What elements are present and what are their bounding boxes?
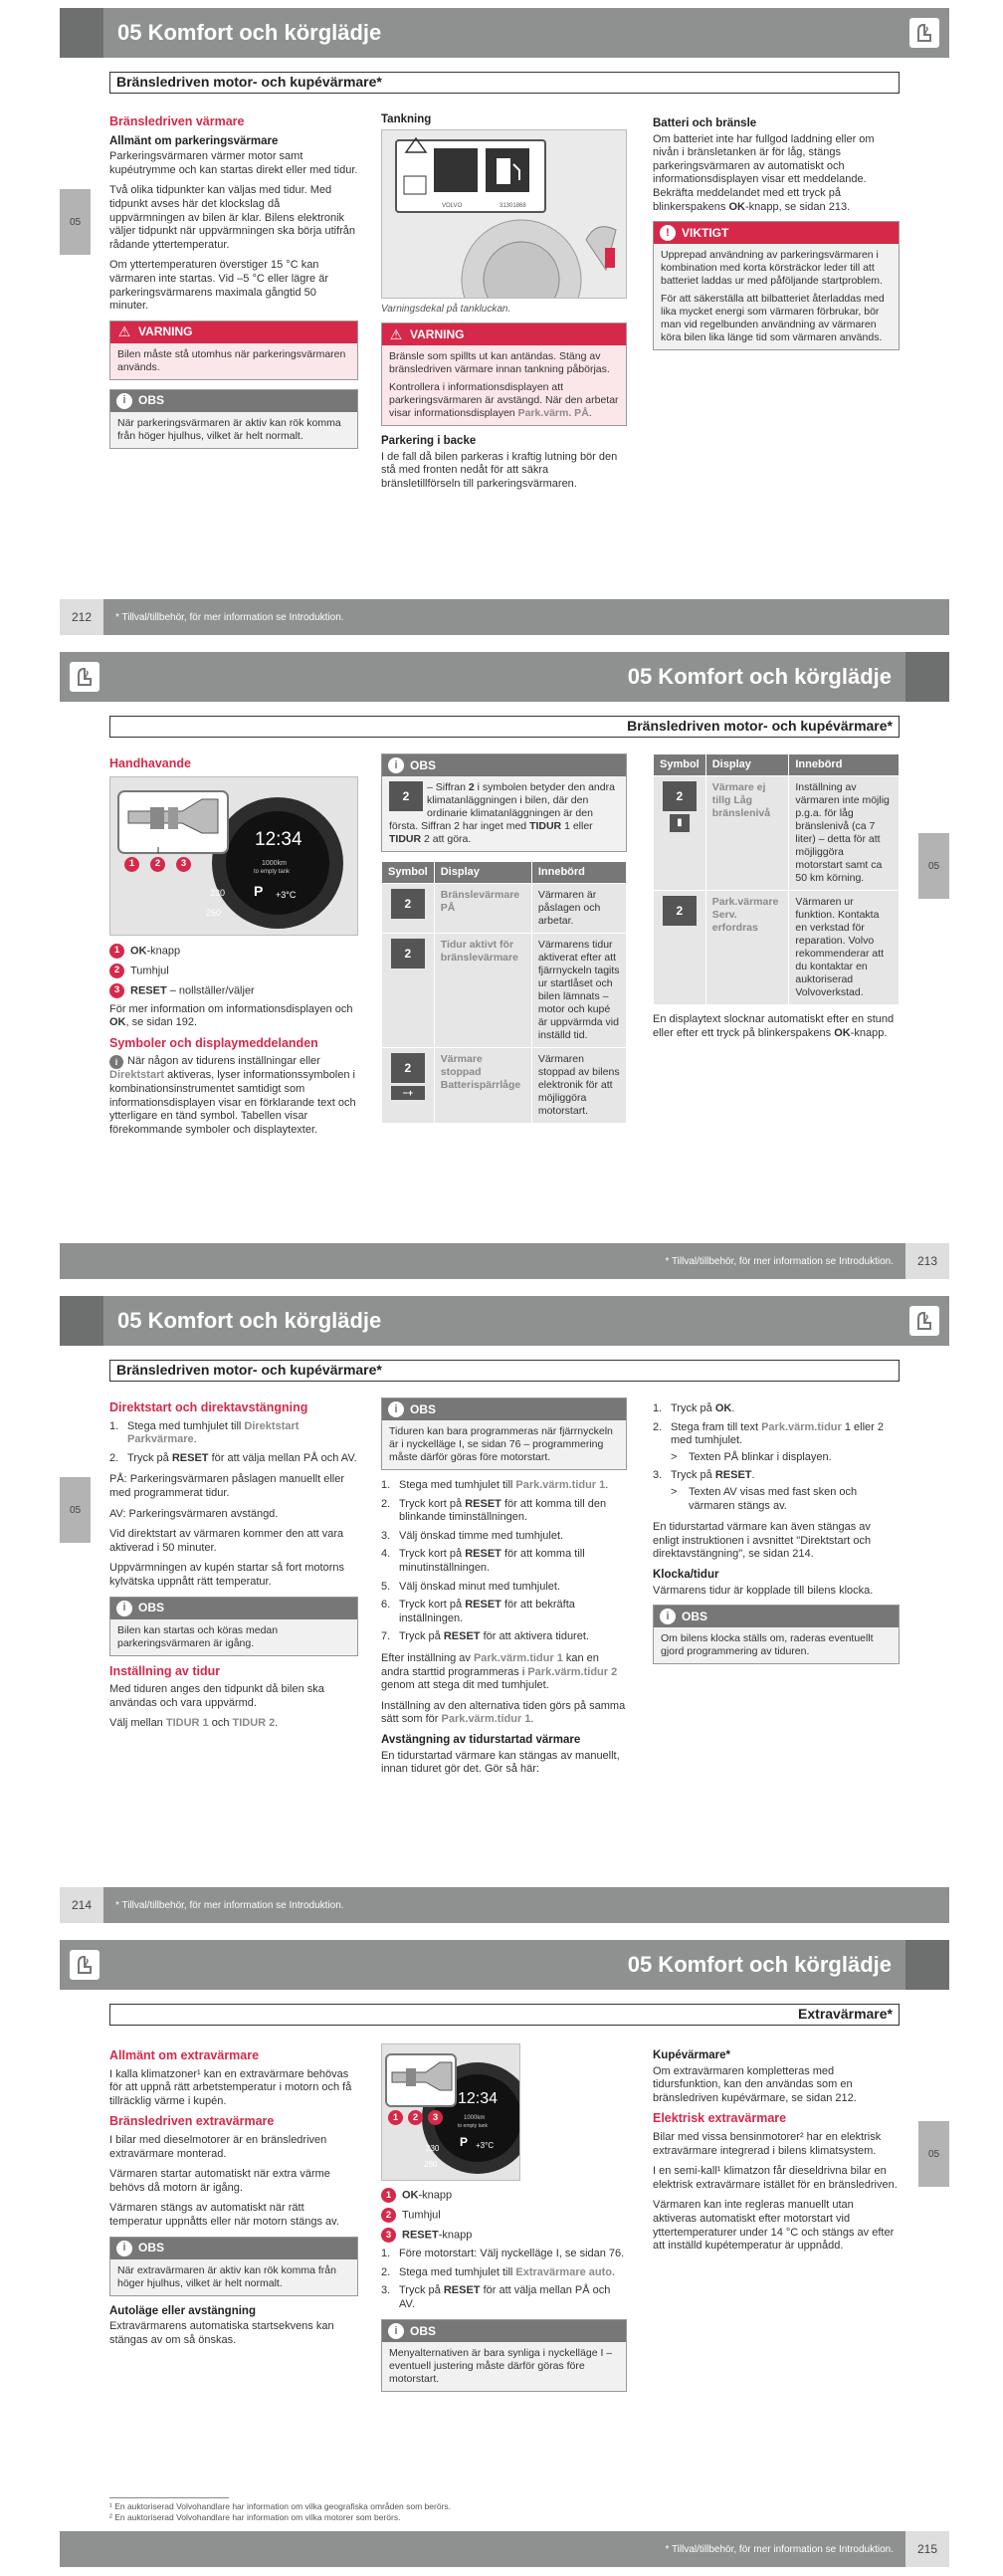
table-row: 2 ▮ Värmare ej tillg Låg bränslenivå Inställning av värmaren inte möjlig p.g.a. för låg bränslenivå (ca 7 liter) – detta för att möjliggöra motorstart samt ca 50 km körning. <box>654 776 900 891</box>
subheading: Avstängning av tidurstartad värmare <box>381 1733 581 1746</box>
manual-page-213 <box>0 644 1003 1288</box>
legend-item: 2 Tumhjul <box>109 964 358 978</box>
list-item: 1. Före motorstart: Välj nyckelläge I, se sidan 76. <box>381 2248 625 2259</box>
warning-triangle-icon: ⚠ <box>389 325 403 342</box>
display-speed: 260 <box>424 2160 438 2169</box>
symbol-table: Symbol Display Innebörd 2 ▮ Värmare ej tillg Låg bränslenivå Inställning av värmaren inte möjlig p.g.a. för låg bränslenivå (ca 7 liter) – detta för att möjliggöra motorstart samt ca 50 km körning. 2 Park.värmare Serv. erfordras Värmaren ur funktion. Kontakta en verkstad för reparation. Volvo rekommenderar att du kontaktar en auktoriserad Volvoverkstad. <box>653 753 900 1005</box>
paragraph: Om yttertemperaturen överstiger 15 °C kan värmaren inte startas. Vid –5 °C eller lägre är parkeringsvärmarens maximala gångtid 50 minuter. <box>109 259 329 313</box>
manual-page-212 <box>0 0 1003 644</box>
step-list <box>381 1479 627 1644</box>
paragraph: Parkeringsvärmaren värmer motor samt kupéutrymme och kan startas direkt eller med tidur. <box>109 150 358 176</box>
page-number: 215 <box>905 2531 949 2567</box>
list-item: 7. Tryck på RESET för att aktivera tiduret. <box>381 1630 589 1643</box>
page-number: 213 <box>905 1243 949 1279</box>
subheading: Allmänt om parkeringsvärmare <box>109 134 279 147</box>
footer-note: * Tillval/tillbehör, för mer information se Introduktion. <box>665 2543 894 2555</box>
display-speed: 260 <box>206 907 222 918</box>
marker-2: 2 <box>150 857 165 872</box>
legend-item: 3 RESET – nollställer/väljer <box>109 983 358 998</box>
column-1: Direktstart och direktavstängning 1. Stega med tumhjulet till Direktstart Parkvärmare. 2. Tryck på RESET för att välja mellan PÅ och AV. PÅ: Parkeringsvärmaren påslagen manuellt eller med programmerat tidur. AV: Parkeringsvärmaren avstängd. Vid direktstart av värmaren kommer den att vara aktiverad i 50 minuter. Uppvärmningen av kupén startar så fort motorns kylvätska uppnått rätt temperatur. i OBS Bilen kan startas och köras medan parkeringsvärmaren är igång. Inställning av tidur Med tiduren anges den tidpunkt då bilen ska användas och vara uppvärmd. Välj mellan TIDUR 1 och TIDUR 2. <box>109 1400 357 1730</box>
chapter-title: 05 Komfort och körglädje <box>627 664 892 689</box>
info-icon: i <box>660 1609 676 1624</box>
chapter-header <box>60 652 949 702</box>
list-item: 1. Tryck på OK. <box>653 1402 735 1414</box>
chapter-header <box>60 1296 949 1346</box>
marker-3: 3 <box>428 2110 443 2125</box>
table-row: 2 Tidur aktivt för bränslevärmare Värmarens tidur aktiverat efter att fjärrnyckeln tagits ur startlåset och bilen lämnats – motor och kupé är uppvärmda vid inställd tid. <box>382 934 627 1048</box>
decal-brand: VOLVO <box>442 202 463 209</box>
column-3: 1. Tryck på OK. 2. Stega fram till text Park.värm.tidur 1 eller 2 med tumhjulet. > Texten PÅ blinkar i displayen. 3. Tryck på RESET. > Texten AV visas med fast sken och värmaren stängs av. En tidurstartad värmare kan även stängas av enligt instruktionen i avsnittet "Direktstart och direktavstängning", se sidan 214. Klocka/tidur Värmarens tidur är kopplade till bilens klocka. i OBS Om bilens klocka ställs om, raderas eventuellt gjord programmering av tiduren. <box>653 1399 900 1673</box>
fuel-pump-icon: ▮ <box>670 814 690 832</box>
heading: Symboler och displaymeddelanden <box>109 1035 318 1050</box>
heading: Direktstart och direktavstängning <box>109 1400 308 1414</box>
heading: Allmänt om extravärmare <box>109 2048 260 2062</box>
exclamation-icon: ! <box>660 225 676 241</box>
subheading: Batteri och bränsle <box>653 117 757 129</box>
obs-box: i OBS När extravärmaren är aktiv kan rök komma från höger hjulhus, vilket är helt normalt. <box>109 2237 358 2296</box>
footer-note: * Tillval/tillbehör, för mer information se Introduktion. <box>115 1899 344 1911</box>
heading: Elektrisk extravärmare <box>653 2111 787 2126</box>
footnote-rule <box>109 2497 229 2498</box>
display-range: 1000km <box>464 2115 486 2121</box>
list-item: 1. Stega med tumhjulet till Park.värm.tidur 1. <box>381 1479 609 1491</box>
display-temp: +3°C <box>276 889 297 900</box>
list-item: 3. Välj önskad timme med tumhjulet. <box>381 1529 564 1542</box>
parking-heater-symbol-icon: 2 <box>663 781 697 811</box>
display-range-sub: to empty tank <box>458 2123 489 2129</box>
display-temp: +3°C <box>476 2141 495 2150</box>
chapter-tab[interactable]: 05 <box>918 2121 949 2187</box>
column-2 <box>381 2043 627 2401</box>
seat-heater-icon <box>907 16 941 50</box>
figure-caption: Varningsdekal på tankluckan. <box>381 303 511 315</box>
parking-heater-symbol-icon: 2 <box>389 781 423 811</box>
list-item: 2. Stega fram till text Park.värm.tidur 1 eller 2 med tumhjulet. <box>653 1420 884 1447</box>
list-item: 3. Tryck på RESET. <box>653 1469 755 1482</box>
obs-box: i OBS Bilen kan startas och köras medan parkeringsvärmaren är igång. <box>109 1597 358 1656</box>
table-row: 2 Bränslevärmare PÅ Värmaren är påslagen och arbetar. <box>382 884 627 934</box>
decal-code: 31301868 <box>500 202 526 209</box>
list-item: 2. Tryck på RESET för att välja mellan PÅ och AV. <box>109 1451 357 1464</box>
info-icon: i <box>116 393 132 409</box>
page-number: 214 <box>60 1887 103 1923</box>
display-range: 1000km <box>262 859 287 867</box>
info-icon: i <box>388 2323 404 2339</box>
seat-heater-icon <box>68 660 101 694</box>
chapter-tab[interactable]: 05 <box>60 1477 91 1543</box>
column-1: Handhavande 12:34 1000km to empty tank P +3°C 230 260 1 2 3 1 OK-knapp 2 Tumhjul 3 RESET – nollställer/väljer För mer information om informationsdisplayen och OK, se sidan 192. Symboler och displaymeddelanden i När någon av tidurens inställningar eller Direktstart aktiveras, lyser informationssymbolen i kombinationsinstrumentet samtidigt som informationsdisplayen visar en förklarande text och ytterligare en tänd symbol. Tabellen visar förekommande symboler och displaytexter. <box>109 753 358 1144</box>
manual-page-214 <box>0 1288 1003 1932</box>
parking-heater-symbol-icon: 2 <box>391 889 425 919</box>
display-clock: 12:34 <box>255 828 302 850</box>
column-2: i OBS Tiduren kan bara programmeras när fjärrnyckeln är i nyckelläge I, se sidan 76 – programmering måste därför göras före motorstart. 1. Stega med tumhjulet till Park.värm.tidur 1. 2. Tryck kort på RESET för att komma till den blinkande timinställningen. 3. Välj önskad timme med tumhjulet. 4. Tryck kort på RESET för att komma till minutinställningen. 5. Välj önskad minut med tumhjulet. 6. Tryck kort på RESET för att bekräfta inställningen. 7. Tryck på RESET för att aktivera tiduret. Efter inställning av Park.värm.tidur 1 kan en andra starttid programmeras i Park.värm.tidur 2 genom att stega dit med tumhjulet. Inställning av den alternativa tiden görs på samma sätt som för Park.värm.tidur 1. Avstängning av tidurstartad värmare En tidurstartad värmare kan stängas av manuellt, innan tiduret gör det. Gör så här: <box>381 1397 627 1784</box>
display-gear: P <box>254 882 264 899</box>
obs-box: i OBS Menyalternativen är bara synliga i nyckelläge I – eventuell justering måste därför göras före motorstart. <box>381 2319 627 2392</box>
footnote: ² En auktoriserad Volvohandlare har information om vilka motorer som berörs. <box>109 2512 401 2522</box>
step-list <box>109 1420 358 1466</box>
subheading: Klocka/tidur <box>653 1568 719 1581</box>
section-title: Bränsledriven motor- och kupévärmare* <box>109 72 900 94</box>
marker-3: 3 <box>176 857 191 872</box>
column-3: Symbol Display Innebörd 2 ▮ Värmare ej tillg Låg bränslenivå Inställning av värmaren inte möjlig p.g.a. för låg bränslenivå (ca 7 liter) – detta för att möjliggöra motorstart samt ca 50 km körning. 2 Park.värmare Serv. erfordras Värmaren ur funktion. Kontakta en verkstad för reparation. Volvo rekommenderar att du kontaktar en auktoriserad Volvoverkstad. En displaytext slocknar automatiskt efter en stund eller efter ett tryck på blinkerspakens OK-knapp. <box>653 753 900 1047</box>
subheading: Autoläge eller avstängning <box>109 2304 256 2317</box>
list-item: 2. Tryck kort på RESET för att komma till den blinkande timinställningen. <box>381 1497 607 1524</box>
chapter-tab[interactable]: 05 <box>60 189 91 255</box>
column-3: Kupévärmare* Om extravärmaren kompletteras med tidursfunktion, kan den användas som en bränsledriven kupévärmare, se sidan 212. Elektrisk extravärmare Bilar med vissa bensinmotorer² har en elektrisk extravärmare integrerad i bilens klimatsystem. I en semi-kall¹ klimatzon får dieseldrivna bilar en elektrisk extravärmare istället för en bränsledriven. Värmaren kan inte regleras manuellt utan aktiveras automatiskt efter motorstart vid yttertemperaturer under 14 °C och stängs av efter att inställd kupétemperatur är uppnådd. <box>653 2049 900 2260</box>
display-speed: 230 <box>426 2144 440 2153</box>
heading: Inställning av tidur <box>109 1663 221 1678</box>
subheading: Kupévärmare* <box>653 2049 730 2061</box>
chapter-header <box>60 8 949 58</box>
info-icon: i <box>388 1401 404 1417</box>
warning-box: ⚠ VARNING Bilen måste stå utomhus när parkeringsvärmaren används. <box>109 321 358 380</box>
paragraph: I de fall då bilen parkeras i kraftig lutning bör den stå med fronten nedåt för att säkra bränsletillförseln till parkeringsvärmaren. <box>381 450 618 490</box>
chapter-title: 05 Komfort och körglädje <box>627 1952 892 1977</box>
list-item: > Texten AV visas med fast sken och värmaren stängs av. <box>671 1485 858 1512</box>
chapter-header <box>60 1940 949 1990</box>
seat-heater-icon <box>907 1304 941 1338</box>
heading: Bränsledriven värmare <box>109 114 245 128</box>
list-item: 1. Stega med tumhjulet till Direktstart Parkvärmare. <box>109 1419 300 1446</box>
display-clock: 12:34 <box>458 2090 499 2107</box>
legend-item: 3 RESET-knapp <box>381 2228 627 2243</box>
list-item: 6. Tryck kort på RESET för att bekräfta inställningen. <box>381 1599 575 1624</box>
legend-item: 1 OK-knapp <box>381 2188 627 2203</box>
symbol-table: Symbol Display Innebörd 2 Bränslevärmare PÅ Värmaren är påslagen och arbetar. 2 Tidur aktivt för bränslevärmare Värmarens tidur aktiverat efter att fjärrnyckeln tagits ur startlåset och bilen lämnats – motor och kupé är uppvärmda vid inställd tid. 2 −+ Värmare stoppad Batterispärrlåge Värmaren stoppad av bilens elektronik för att möjliggöra motorstart. <box>381 861 627 1124</box>
section-title: Bränsledriven motor- och kupévärmare* <box>109 1360 900 1382</box>
legend-item: 1 OK-knapp <box>109 944 358 959</box>
page-footer <box>60 1243 949 1279</box>
chapter-tab[interactable]: 05 <box>918 833 949 899</box>
marker-1: 1 <box>388 2110 403 2125</box>
page-number: 212 <box>60 599 103 635</box>
steering-lever-display-illustration <box>109 776 358 936</box>
warning-box: ⚠ VARNING Bränsle som spillts ut kan antändas. Stäng av bränsledriven värmare innan tankning påbörjas. Kontrollera i informationsdisplayen att parkeringsvärmaren är avstängd. När den arbetar visar informationsdisplayen Park.värm. PÅ. <box>381 322 627 426</box>
marker-1: 1 <box>124 857 139 872</box>
list-item: 5. Välj önskad minut med tumhjulet. <box>381 1580 561 1593</box>
steering-lever-display-illustration <box>381 2043 520 2181</box>
display-speed: 230 <box>210 887 226 898</box>
warning-triangle-icon: ⚠ <box>117 323 131 340</box>
legend-item: 2 Tumhjul <box>381 2208 627 2223</box>
fuel-flap-illustration <box>381 129 627 299</box>
footnote: ¹ En auktoriserad Volvohandlare har information om vilka geografiska områden som berörs. <box>109 2501 452 2511</box>
seat-heater-icon <box>68 1948 101 1982</box>
parking-heater-symbol-icon: 2 <box>663 896 697 926</box>
list-item: 2. Stega med tumhjulet till Extravärmare auto. <box>381 2265 616 2278</box>
manual-page-215 <box>0 1932 1003 2576</box>
subheading: Parkering i backe <box>381 435 477 448</box>
info-icon: i <box>388 757 404 773</box>
obs-box: i OBS 2 – Siffran 2 i symbolen betyder den andra klimatanläggningen i bilen, där den ordinarie klimatanläggningen är den första. Siffran 2 har inget med TIDUR 1 eller TIDUR 2 att göra. <box>381 753 627 852</box>
column-3: Batteri och bränsle Om batteriet inte har fullgod laddning eller om nivån i bränsletanken är för låg, stängs parkeringsvärmaren av automatiskt och informationsdisplayen visar ett meddelande. Bekräfta meddelandet med ett tryck på blinkerspakens OK-knapp, se sidan 213. ! VIKTIGT Upprepad användning av parkeringsvärmaren i kombination med korta körsträckor leder till att batteriet laddas ur med påföljande startproblem. För att säkerställa att bilbatteriet återladdas med lika mycket energi som värmaren förbrukar, bör man vid regelbunden användning av värmaren köra bilen lika länge tid som värmaren används. <box>653 117 900 359</box>
parking-heater-symbol-icon: 2 <box>391 1053 425 1083</box>
parking-heater-symbol-icon: 2 <box>391 939 425 968</box>
paragraph: Två olika tidpunkter kan väljas med tidur. Med tidpunkt avses här det klockslag då uppvärmningen av bilen är klar. Bilens elektronik väljer tidpunkt när uppvärmningen ska börja utifrån rådande yttertemperatur. <box>109 184 356 251</box>
step-list <box>381 2248 627 2311</box>
footer-note: * Tillval/tillbehör, för mer information se Introduktion. <box>115 611 344 623</box>
column-2 <box>381 113 627 499</box>
subheading: Tankning <box>381 113 432 125</box>
list-item: 4. Tryck kort på RESET för att komma till minutinställningen. <box>381 1548 585 1574</box>
chapter-title: 05 Komfort och körglädje <box>117 20 382 45</box>
page-footer <box>60 1887 949 1923</box>
obs-box: i OBS Tiduren kan bara programmeras när fjärrnyckeln är i nyckelläge I, se sidan 76 – programmering måste därför göras före motorstart. <box>381 1397 627 1470</box>
important-box: ! VIKTIGT Upprepad användning av parkeringsvärmaren i kombination med korta körsträckor leder till att batteriet laddas ur med påföljande startproblem. För att säkerställa att bilbatteriet återladdas med lika mycket energi som värmaren förbrukar, bör man vid regelbunden användning av värmaren köra bilen lika länge tid som värmaren används. <box>653 221 900 350</box>
battery-icon: −+ <box>391 1086 425 1100</box>
display-range-sub: to empty tank <box>254 868 291 875</box>
column-2 <box>381 753 627 1127</box>
table-row: 2 −+ Värmare stoppad Batterispärrlåge Värmaren stoppad av bilens elektronik för att möjliggöra motorstart. <box>382 1048 627 1124</box>
obs-box: i OBS Om bilens klocka ställs om, raderas eventuellt gjord programmering av tiduren. <box>653 1605 900 1664</box>
info-icon: i <box>116 1601 132 1616</box>
info-icon: i <box>109 1055 123 1069</box>
column-1 <box>109 111 358 458</box>
step-list <box>653 1402 900 1513</box>
info-icon: i <box>116 2241 132 2256</box>
list-item: > Texten PÅ blinkar i displayen. <box>671 1450 832 1463</box>
table-row: 2 Park.värmare Serv. erfordras Värmaren ur funktion. Kontakta en verkstad för reparation. Volvo rekommenderar att du kontaktar en auktoriserad Volvoverkstad. <box>654 891 900 1005</box>
heading: Handhavande <box>109 756 191 770</box>
list-item: 3. Tryck på RESET för att välja mellan PÅ och AV. <box>381 2284 611 2310</box>
section-title: Extravärmare* <box>109 2004 900 2026</box>
page-footer <box>60 599 949 635</box>
section-title: Bränsledriven motor- och kupévärmare* <box>109 716 900 738</box>
marker-2: 2 <box>408 2110 423 2125</box>
heading: Bränsledriven extravärmare <box>109 2114 275 2129</box>
display-gear: P <box>460 2135 469 2149</box>
page-footer <box>60 2531 949 2567</box>
chapter-title: 05 Komfort och körglädje <box>117 1308 382 1333</box>
column-1: Allmänt om extravärmare I kalla klimatzoner¹ kan en extravärmare behövas för att uppnå rätt arbetstemperatur i motorn och få tillräcklig värme i kupén. Bränsledriven extravärmare I bilar med dieselmotorer är en bränsledriven extravärmare monterad. Värmaren startar automatiskt när extra värme behövs då motorn är igång. Värmaren stängs av automatiskt när rätt temperatur uppnåtts eller när motorn stängs av. i OBS När extravärmaren är aktiv kan rök komma från höger hjulhus, vilket är helt normalt. Autoläge eller avstängning Extravärmarens automatiska startsekvens kan stängas av om så önskas. <box>109 2045 358 2354</box>
obs-box: i OBS När parkeringsvärmaren är aktiv kan rök komma från höger hjulhus, vilket är helt normalt. <box>109 389 358 449</box>
footer-note: * Tillval/tillbehör, för mer information se Introduktion. <box>665 1255 894 1267</box>
